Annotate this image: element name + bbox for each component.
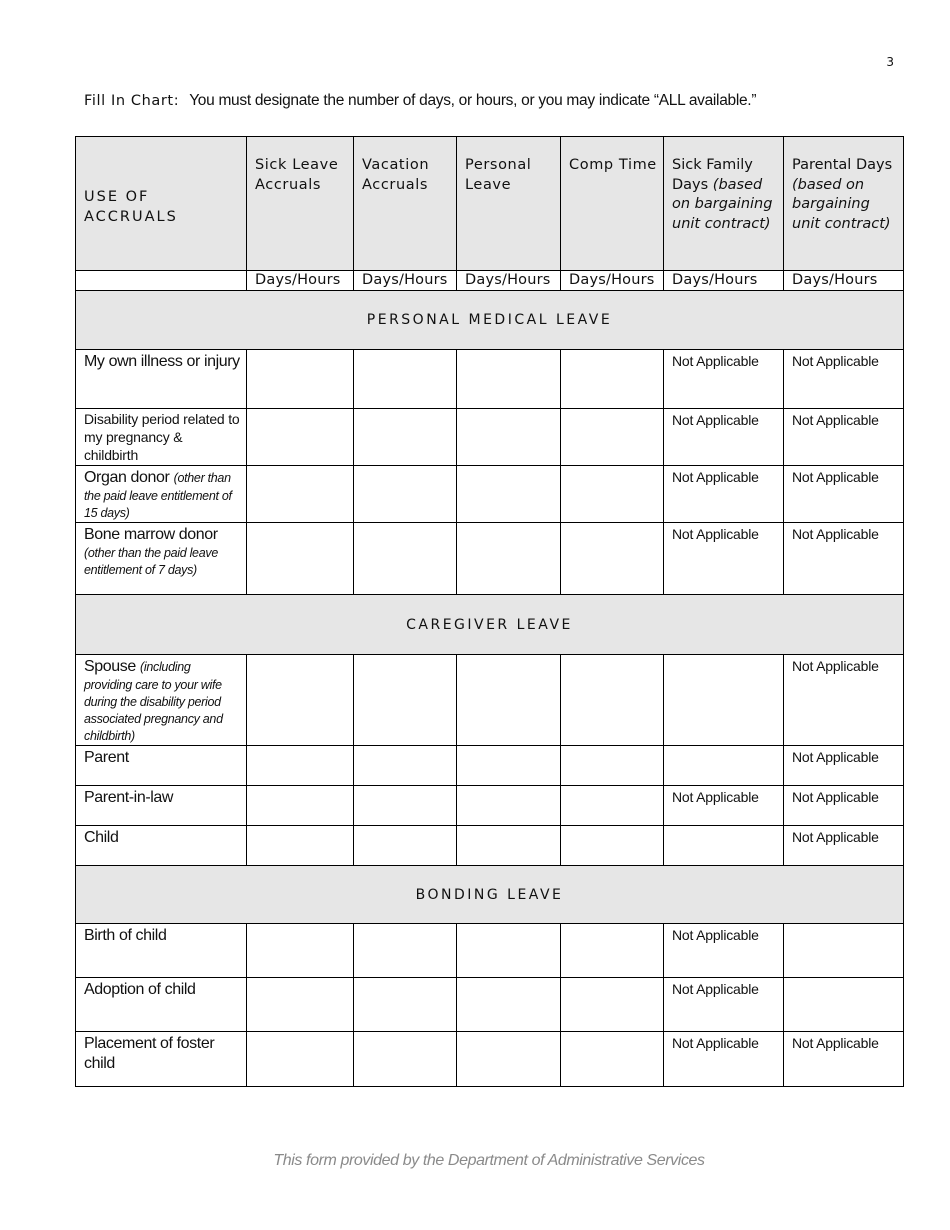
row-label-text: Parent	[84, 749, 129, 766]
page-number: 3	[886, 55, 894, 69]
table-row	[76, 350, 904, 409]
entry-cell[interactable]	[354, 786, 457, 826]
table-row	[76, 924, 904, 978]
row-label-bone-marrow-donor	[76, 523, 247, 595]
header-sick-family	[664, 137, 784, 271]
table-row	[76, 746, 904, 786]
row-label-parent	[76, 746, 247, 786]
table-row	[76, 466, 904, 523]
entry-cell[interactable]	[457, 466, 561, 523]
entry-cell[interactable]	[247, 826, 354, 866]
not-applicable-cell: Not Applicable	[664, 523, 784, 595]
section-personal-medical-leave: PERSONAL MEDICAL LEAVE	[76, 291, 904, 350]
table-row	[76, 826, 904, 866]
header-personal-leave: Personal Leave	[457, 137, 561, 271]
header-sick-leave: Sick Leave Accruals	[247, 137, 354, 271]
units-cell: Days/Hours	[664, 271, 784, 291]
row-label-child	[76, 826, 247, 866]
row-label-text: Disability period related to my pregnancy & childbirth	[84, 411, 240, 463]
entry-cell[interactable]	[457, 1032, 561, 1087]
not-applicable-cell: Not Applicable	[784, 655, 904, 746]
accruals-chart	[75, 136, 904, 1087]
entry-cell[interactable]	[247, 978, 354, 1032]
entry-cell[interactable]	[561, 924, 664, 978]
not-applicable-cell: Not Applicable	[664, 350, 784, 409]
row-label-organ-donor	[76, 466, 247, 523]
row-label-parent-in-law	[76, 786, 247, 826]
entry-cell[interactable]	[354, 409, 457, 466]
row-label-text: Organ donor	[84, 469, 170, 486]
entry-cell[interactable]	[354, 466, 457, 523]
row-label-text: Spouse	[84, 658, 136, 675]
header-sick-family-note: (based on bargaining unit contract)	[672, 176, 773, 232]
row-label-text: My own illness or injury	[84, 353, 240, 370]
entry-cell[interactable]	[457, 655, 561, 746]
header-comp-time: Comp Time	[561, 137, 664, 271]
entry-cell[interactable]	[247, 350, 354, 409]
entry-cell[interactable]	[561, 826, 664, 866]
not-applicable-cell: Not Applicable	[664, 1032, 784, 1087]
section-caregiver-leave: CAREGIVER LEAVE	[76, 595, 904, 655]
header-sick-family-label: Sick Family Days	[672, 157, 753, 193]
fill-in-text: You must designate the number of days, or hours, or you may indicate “ALL available.”	[189, 92, 757, 109]
entry-cell[interactable]	[664, 655, 784, 746]
not-applicable-cell: Not Applicable	[664, 409, 784, 466]
entry-cell[interactable]	[354, 350, 457, 409]
entry-cell[interactable]	[561, 978, 664, 1032]
row-label-spouse	[76, 655, 247, 746]
row-label-own-illness	[76, 350, 247, 409]
row-label-birth	[76, 924, 247, 978]
units-cell: Days/Hours	[784, 271, 904, 291]
entry-cell[interactable]	[457, 409, 561, 466]
entry-cell[interactable]	[354, 746, 457, 786]
entry-cell[interactable]	[561, 409, 664, 466]
not-applicable-cell: Not Applicable	[784, 466, 904, 523]
entry-cell[interactable]	[561, 786, 664, 826]
entry-cell[interactable]	[784, 978, 904, 1032]
table-row	[76, 655, 904, 746]
units-blank	[76, 271, 247, 291]
not-applicable-cell: Not Applicable	[784, 523, 904, 595]
not-applicable-cell: Not Applicable	[784, 350, 904, 409]
table-row	[76, 409, 904, 466]
entry-cell[interactable]	[457, 523, 561, 595]
not-applicable-cell: Not Applicable	[664, 924, 784, 978]
entry-cell[interactable]	[247, 466, 354, 523]
table-row	[76, 523, 904, 595]
table-row	[76, 786, 904, 826]
section-row	[76, 595, 904, 655]
entry-cell[interactable]	[561, 1032, 664, 1087]
row-label-note: (other than the paid leave entitlement of 7 days)	[84, 546, 218, 577]
entry-cell[interactable]	[784, 924, 904, 978]
not-applicable-cell: Not Applicable	[784, 746, 904, 786]
row-label-text: Parent-in-law	[84, 789, 174, 806]
row-label-note: (other than the paid leave entitlement of 15 days)	[84, 471, 232, 520]
section-bonding-leave: BONDING LEAVE	[76, 866, 904, 924]
entry-cell[interactable]	[457, 978, 561, 1032]
entry-cell[interactable]	[561, 655, 664, 746]
fill-in-instructions	[84, 92, 756, 110]
entry-cell[interactable]	[457, 350, 561, 409]
entry-cell[interactable]	[354, 523, 457, 595]
entry-cell[interactable]	[247, 655, 354, 746]
not-applicable-cell: Not Applicable	[664, 466, 784, 523]
entry-cell[interactable]	[354, 655, 457, 746]
footer-attribution: This form provided by the Department of Administrative Services	[273, 1152, 705, 1169]
entry-cell[interactable]	[561, 350, 664, 409]
entry-cell[interactable]	[354, 826, 457, 866]
units-row	[76, 271, 904, 291]
entry-cell[interactable]	[247, 924, 354, 978]
row-label-adoption	[76, 978, 247, 1032]
not-applicable-cell: Not Applicable	[784, 1032, 904, 1087]
row-label-text: Child	[84, 829, 119, 846]
header-parental-note: (based on bargaining unit contract)	[792, 176, 891, 232]
units-cell: Days/Hours	[354, 271, 457, 291]
table-row	[76, 1032, 904, 1087]
entry-cell[interactable]	[354, 924, 457, 978]
entry-cell[interactable]	[247, 409, 354, 466]
entry-cell[interactable]	[664, 826, 784, 866]
not-applicable-cell: Not Applicable	[784, 826, 904, 866]
header-vacation: Vacation Accruals	[354, 137, 457, 271]
units-cell: Days/Hours	[247, 271, 354, 291]
entry-cell[interactable]	[561, 746, 664, 786]
not-applicable-cell: Not Applicable	[664, 978, 784, 1032]
row-label-text: Adoption of child	[84, 981, 196, 998]
header-parental-label: Parental Days	[792, 157, 893, 173]
row-label-note: (including providing care to your wife during the disability period associated pregnancy and childbirth)	[84, 660, 223, 743]
table-row	[76, 978, 904, 1032]
row-label-disability	[76, 409, 247, 466]
row-label-text: Bone marrow donor	[84, 526, 218, 543]
header-use-of-accruals: USE OF ACCRUALS	[76, 137, 247, 271]
header-row	[76, 137, 904, 271]
row-label-text: Birth of child	[84, 927, 167, 944]
units-cell: Days/Hours	[561, 271, 664, 291]
entry-cell[interactable]	[561, 523, 664, 595]
entry-cell[interactable]	[354, 978, 457, 1032]
section-row	[76, 291, 904, 350]
entry-cell[interactable]	[354, 1032, 457, 1087]
entry-cell[interactable]	[664, 746, 784, 786]
units-cell: Days/Hours	[457, 271, 561, 291]
row-label-foster	[76, 1032, 247, 1087]
entry-cell[interactable]	[457, 924, 561, 978]
row-label-text: Placement of foster child	[84, 1035, 215, 1072]
not-applicable-cell: Not Applicable	[784, 786, 904, 826]
entry-cell[interactable]	[247, 523, 354, 595]
entry-cell[interactable]	[247, 786, 354, 826]
entry-cell[interactable]	[561, 466, 664, 523]
entry-cell[interactable]	[457, 746, 561, 786]
entry-cell[interactable]	[457, 826, 561, 866]
not-applicable-cell: Not Applicable	[784, 409, 904, 466]
fill-in-label: Fill In Chart:	[84, 93, 180, 109]
section-row	[76, 866, 904, 924]
entry-cell[interactable]	[247, 746, 354, 786]
not-applicable-cell: Not Applicable	[664, 786, 784, 826]
entry-cell[interactable]	[457, 786, 561, 826]
header-parental	[784, 137, 904, 271]
entry-cell[interactable]	[247, 1032, 354, 1087]
